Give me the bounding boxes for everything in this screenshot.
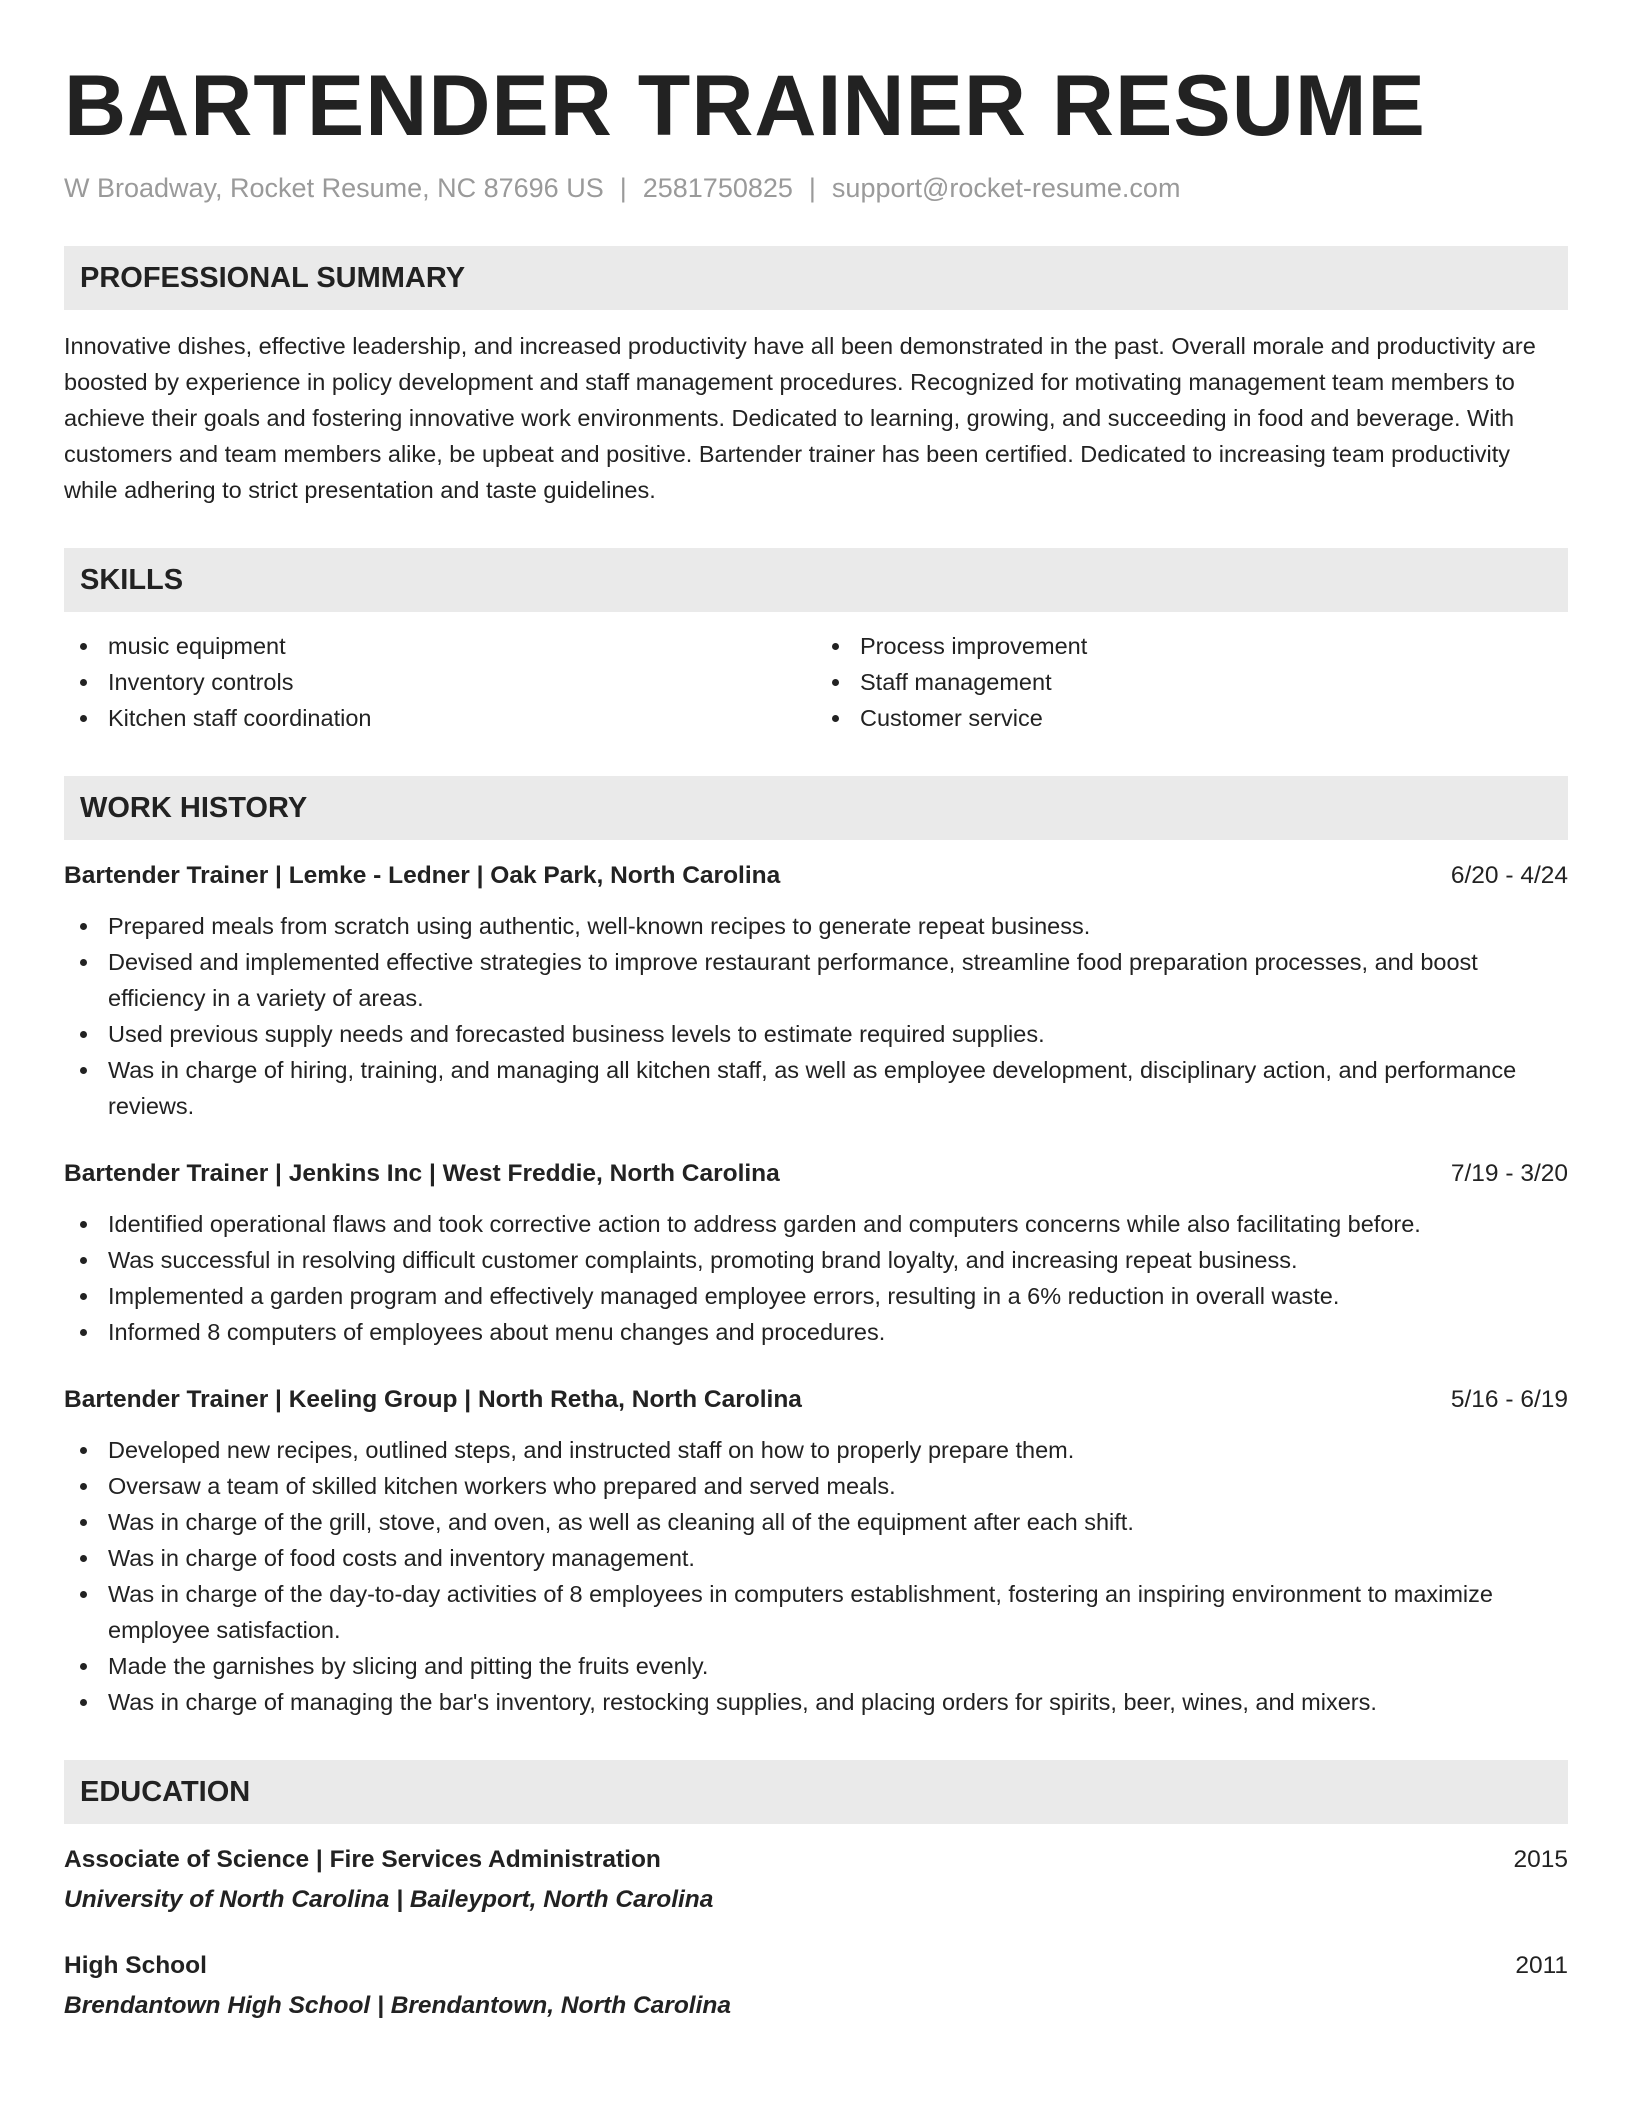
contact-separator: | <box>808 173 816 203</box>
job-bullet-text: Was in charge of managing the bar's inventory, restocking supplies, and placing orders for spirits, beer, wines, and mixers. <box>108 1689 1377 1715</box>
education-header <box>64 1948 1568 1984</box>
skill-label: Kitchen staff coordination <box>108 705 372 731</box>
job-bullets <box>64 1206 1568 1350</box>
bullet-icon <box>80 1555 87 1562</box>
job-bullet-text: Devised and implemented effective strategies to improve restaurant performance, streamline food preparation processes, and boost efficiency in a variety of areas. <box>108 949 1478 1011</box>
skill-label: Staff management <box>860 669 1052 695</box>
summary-text: Innovative dishes, effective leadership, and increased productivity have all been demonstrated in the past. Overall morale and productivity are boosted by experience in policy development and staff management procedures. Recognized for motivating management team members to achieve their goals and fostering innovative work environments. Dedicated to learning, growing, and succeeding in food and beverage. With customers and team members alike, be upbeat and positive. Bartender trainer has been certified. Dedicated to increasing team productivity while adhering to strict presentation and taste guidelines. <box>64 333 1536 503</box>
bullet-icon <box>80 643 87 650</box>
education-school: Brendantown High School | Brendantown, North Carolina <box>64 1992 731 2019</box>
bullet-icon <box>80 1519 87 1526</box>
job-bullet <box>64 1468 1568 1504</box>
bullet-icon <box>80 1663 87 1670</box>
section-heading-skills: SKILLS <box>64 548 1568 612</box>
job-bullet <box>64 1540 1568 1576</box>
job-bullet-text: Prepared meals from scratch using authentic, well-known recipes to generate repeat business. <box>108 913 1091 939</box>
contact-email: support@rocket-resume.com <box>831 173 1181 203</box>
job-header <box>64 1382 1568 1418</box>
section-heading-work-history: WORK HISTORY <box>64 776 1568 840</box>
skill-item <box>816 700 1568 736</box>
job-title: Bartender Trainer | Lemke - Ledner | Oak Park, North Carolina <box>64 862 781 889</box>
section-heading-summary: PROFESSIONAL SUMMARY <box>64 246 1568 310</box>
job-dates: 5/16 - 6/19 <box>1450 1386 1568 1413</box>
job-bullet-text: Made the garnishes by slicing and pitting the fruits evenly. <box>108 1653 709 1679</box>
education-year: 2015 <box>1513 1846 1568 1873</box>
bullet-icon <box>80 1257 87 1264</box>
bullet-icon <box>80 1031 87 1038</box>
job-bullet <box>64 1016 1568 1052</box>
job-bullet-text: Was in charge of hiring, training, and managing all kitchen staff, as well as employee development, disciplinary action, and performance reviews. <box>108 1057 1517 1119</box>
job-bullet <box>64 1432 1568 1468</box>
bullet-icon <box>80 1699 87 1706</box>
job-bullets <box>64 908 1568 1124</box>
job-entry <box>64 1382 1568 1720</box>
job-bullet-text: Developed new recipes, outlined steps, and instructed staff on how to properly prepare them. <box>108 1437 1075 1463</box>
contact-line <box>64 170 1568 206</box>
job-bullet-text: Was in charge of the grill, stove, and oven, as well as cleaning all of the equipment after each shift. <box>108 1509 1134 1535</box>
job-entry <box>64 858 1568 1124</box>
skill-item <box>816 664 1568 700</box>
bullet-icon <box>80 1067 87 1074</box>
job-header <box>64 1156 1568 1192</box>
bullet-icon <box>832 679 839 686</box>
education-entry <box>64 1842 1568 1918</box>
contact-separator: | <box>619 173 627 203</box>
contact-phone: 2581750825 <box>642 173 793 203</box>
job-bullet <box>64 1576 1568 1648</box>
education-school: University of North Carolina | Baileyport, North Carolina <box>64 1886 714 1913</box>
contact-address: W Broadway, Rocket Resume, NC 87696 US <box>64 173 604 203</box>
skills-list <box>64 628 1568 736</box>
education-entry <box>64 1948 1568 2024</box>
education-degree: High School <box>64 1952 207 1979</box>
job-bullet-text: Oversaw a team of skilled kitchen workers who prepared and served meals. <box>108 1473 896 1499</box>
job-bullet <box>64 1052 1568 1124</box>
skills-column-right <box>816 628 1568 736</box>
job-bullet <box>64 1504 1568 1540</box>
bullet-icon <box>80 1447 87 1454</box>
education-degree: Associate of Science | Fire Services Administration <box>64 1846 661 1873</box>
skill-label: music equipment <box>108 633 286 659</box>
job-title: Bartender Trainer | Jenkins Inc | West Freddie, North Carolina <box>64 1160 780 1187</box>
bullet-icon <box>80 1591 87 1598</box>
job-title: Bartender Trainer | Keeling Group | North Retha, North Carolina <box>64 1386 802 1413</box>
job-bullet <box>64 908 1568 944</box>
job-bullet-text: Was in charge of the day-to-day activities of 8 employees in computers establishment, fostering an inspiring environment to maximize employee satisfaction. <box>108 1581 1493 1643</box>
job-bullet <box>64 1278 1568 1314</box>
job-bullet <box>64 1648 1568 1684</box>
section-heading-education: EDUCATION <box>64 1760 1568 1824</box>
job-bullet-text: Identified operational flaws and took corrective action to address garden and computers concerns while also facilitating before. <box>108 1211 1421 1237</box>
bullet-icon <box>80 959 87 966</box>
job-header <box>64 858 1568 894</box>
job-bullet <box>64 1242 1568 1278</box>
education-year: 2011 <box>1515 1952 1568 1979</box>
job-entry <box>64 1156 1568 1350</box>
skill-label: Process improvement <box>860 633 1088 659</box>
resume-title: BARTENDER TRAINER RESUME <box>64 58 1426 154</box>
skill-item <box>816 628 1568 664</box>
bullet-icon <box>80 923 87 930</box>
job-dates: 7/19 - 3/20 <box>1450 1160 1568 1187</box>
job-bullet-text: Implemented a garden program and effectively managed employee errors, resulting in a 6% reduction in overall waste. <box>108 1283 1340 1309</box>
job-bullet-text: Informed 8 computers of employees about menu changes and procedures. <box>108 1319 886 1345</box>
bullet-icon <box>80 1329 87 1336</box>
skill-item <box>64 700 816 736</box>
job-bullets <box>64 1432 1568 1720</box>
job-bullet <box>64 1314 1568 1350</box>
bullet-icon <box>80 1483 87 1490</box>
job-bullet <box>64 944 1568 1016</box>
education-header <box>64 1842 1568 1878</box>
job-bullet <box>64 1206 1568 1242</box>
job-bullet <box>64 1684 1568 1720</box>
bullet-icon <box>80 1293 87 1300</box>
bullet-icon <box>832 715 839 722</box>
skill-label: Inventory controls <box>108 669 294 695</box>
bullet-icon <box>80 1221 87 1228</box>
job-dates: 6/20 - 4/24 <box>1450 862 1568 889</box>
skill-item <box>64 628 816 664</box>
job-bullet-text: Was in charge of food costs and inventory management. <box>108 1545 695 1571</box>
job-bullet-text: Used previous supply needs and forecasted business levels to estimate required supplies. <box>108 1021 1045 1047</box>
skill-label: Customer service <box>860 705 1043 731</box>
skill-item <box>64 664 816 700</box>
bullet-icon <box>80 715 87 722</box>
bullet-icon <box>80 679 87 686</box>
bullet-icon <box>832 643 839 650</box>
job-bullet-text: Was successful in resolving difficult customer complaints, promoting brand loyalty, and increasing repeat business. <box>108 1247 1298 1273</box>
skills-column-left <box>64 628 816 736</box>
